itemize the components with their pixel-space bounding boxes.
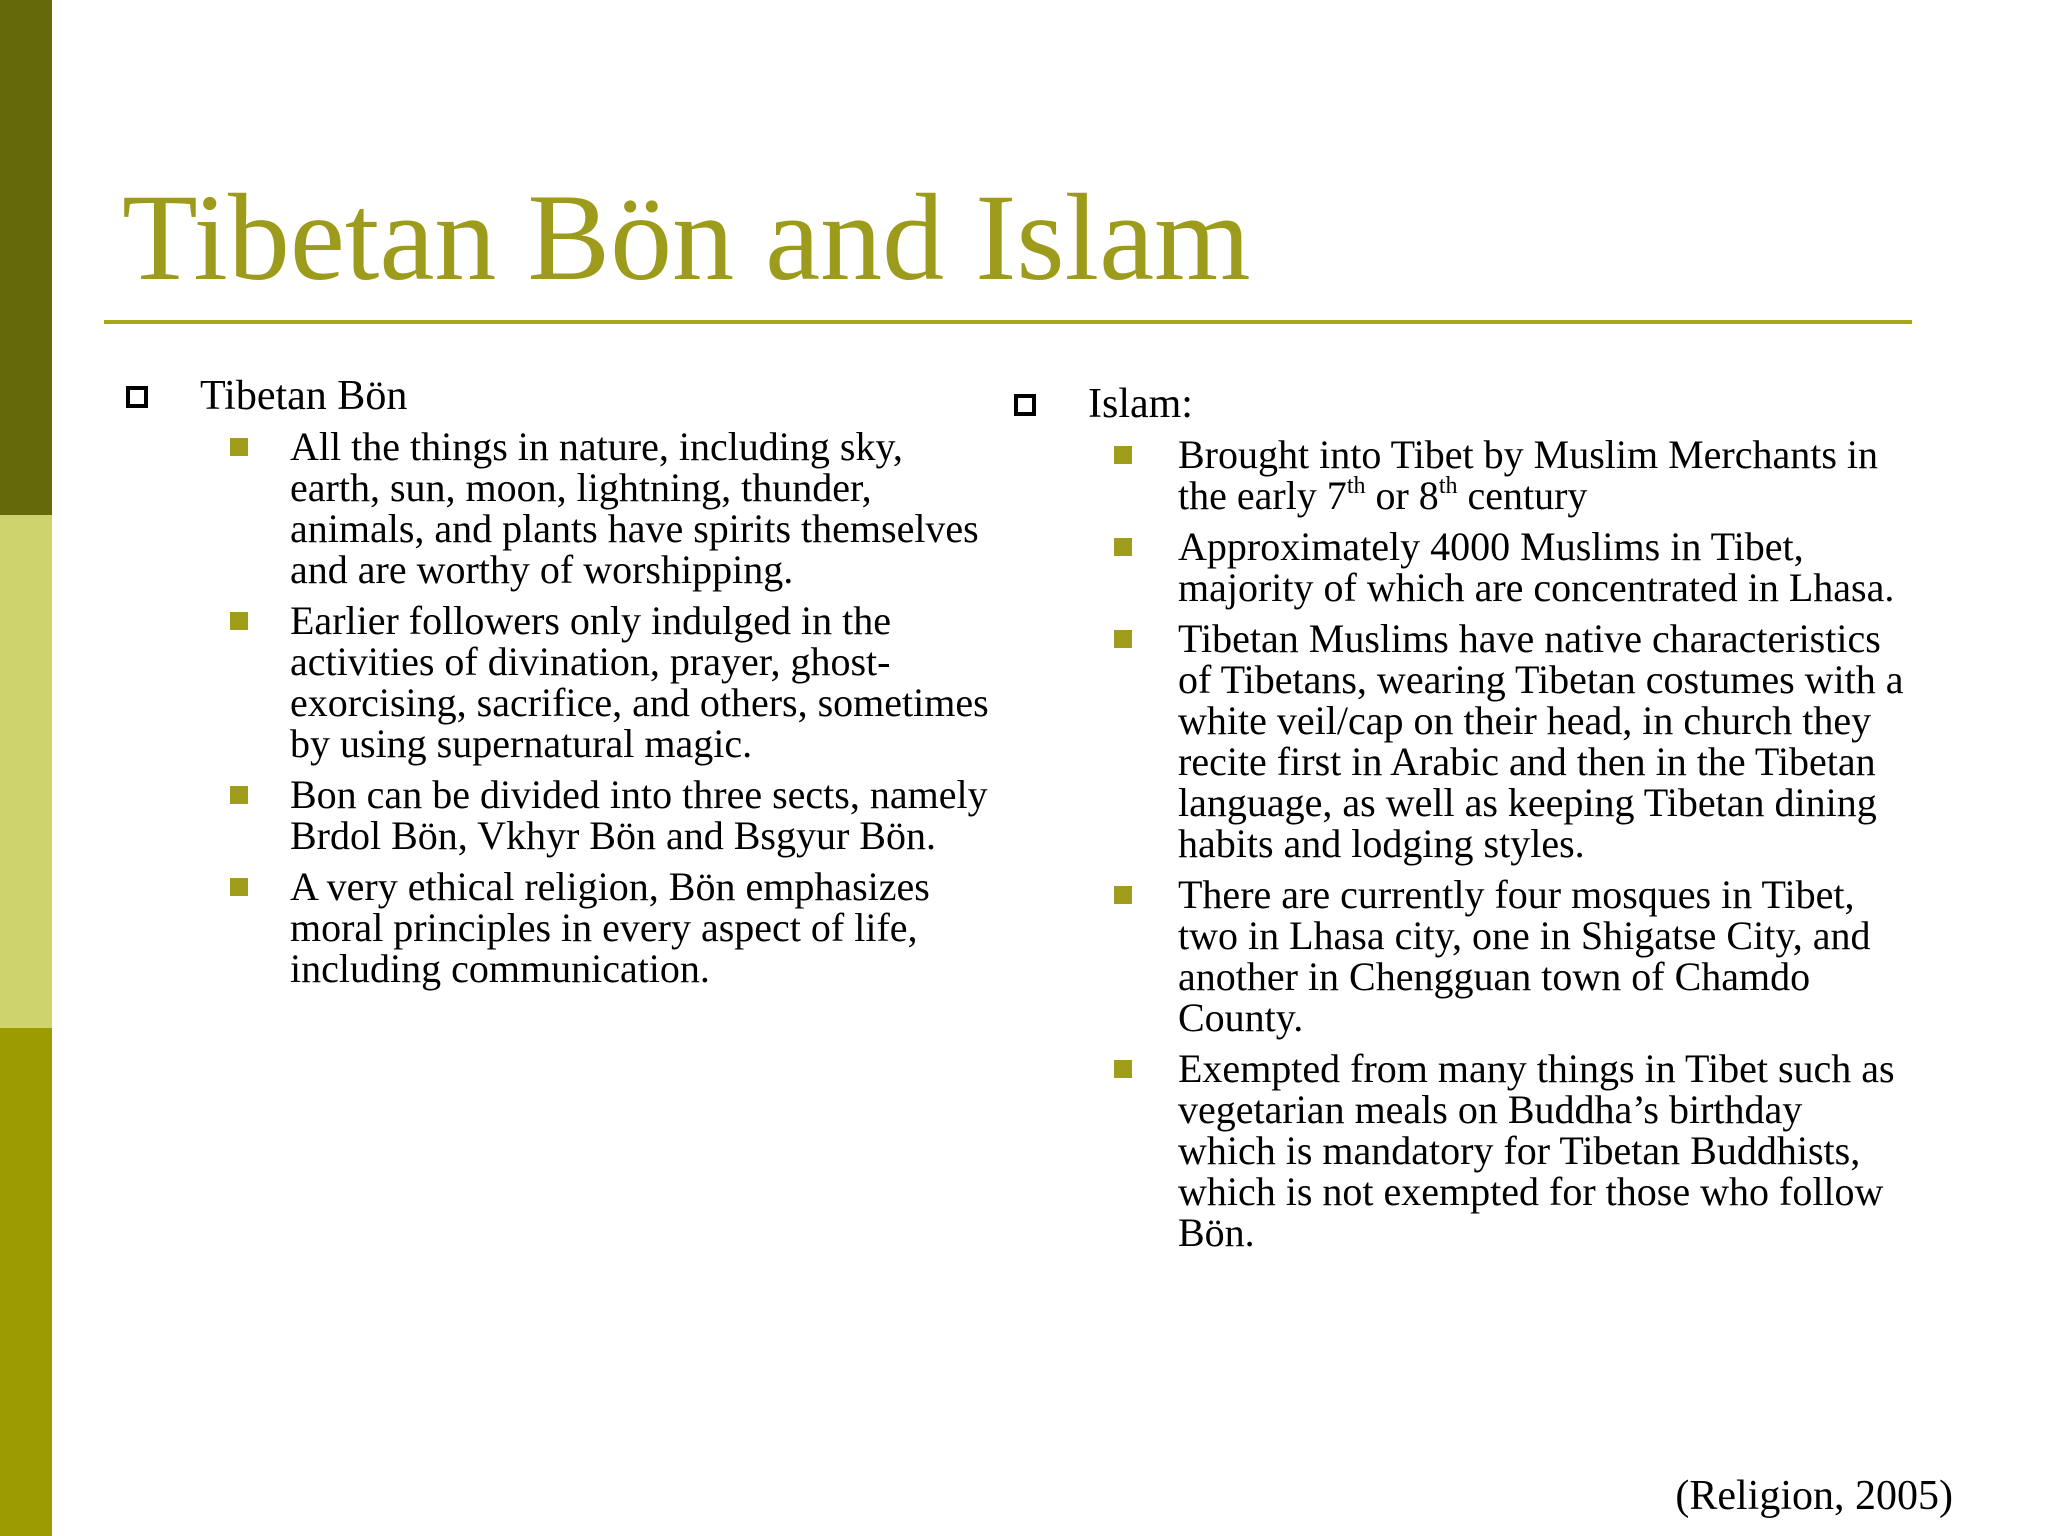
square-bullet-icon [1114, 886, 1132, 904]
list-item-text: A very ethical religion, Bön emphasizes moral principles in every aspect of life, including communication. [290, 864, 930, 991]
list-item [1010, 874, 1910, 1038]
sidebar-accent-dark [0, 0, 52, 515]
text-run: or 8 [1365, 473, 1439, 518]
list-item-text: There are currently four mosques in Tibet, two in Lhasa city, one in Shigatse City, and another in Chengguan town of Chamdo County. [1178, 872, 1871, 1040]
list-item-text: Exempted from many things in Tibet such as vegetarian meals on Buddha’s birthday which is mandatory for Tibetan Buddhists, which is not exempted for those who follow Bön. [1178, 1046, 1895, 1255]
list-item-text: Approximately 4000 Muslims in Tibet, majority of which are concentrated in Lhasa. [1178, 524, 1895, 610]
square-bullet-icon [230, 612, 248, 630]
slide-title: Tibetan Bön and Islam [122, 169, 1251, 306]
sidebar-accent-light [0, 515, 52, 1028]
ordinal-suffix: th [1346, 473, 1366, 499]
list-item [122, 600, 1002, 764]
sidebar-accent-mid [0, 1028, 52, 1536]
hollow-square-bullet-icon [1014, 394, 1036, 416]
list-item-text: All the things in nature, including sky, earth, sun, moon, lightning, thunder, animals, and plants have spirits themselves and are worthy of worshipping. [290, 424, 979, 592]
list-item [1010, 526, 1910, 608]
hollow-square-bullet-icon [126, 386, 148, 408]
list-item-text: Earlier followers only indulged in the activities of divination, prayer, ghost-exorcising, sacrifice, and others, sometimes by using supernatural magic. [290, 598, 989, 766]
square-bullet-icon [1114, 1060, 1132, 1078]
ordinal-suffix: th [1438, 473, 1458, 499]
square-bullet-icon [230, 878, 248, 896]
list-item [122, 426, 1002, 590]
islam-list [1010, 434, 1910, 1253]
square-bullet-icon [1114, 446, 1132, 464]
bon-list [122, 426, 1002, 989]
left-column [122, 372, 1002, 999]
title-divider [104, 320, 1912, 324]
square-bullet-icon [1114, 538, 1132, 556]
list-item [1010, 1048, 1910, 1253]
list-item-text: Bon can be divided into three sects, namely Brdol Bön, Vkhyr Bön and Bsgyur Bön. [290, 772, 988, 858]
bon-heading: Tibetan Bön [200, 373, 408, 419]
square-bullet-icon [230, 438, 248, 456]
right-column [1010, 380, 1910, 1263]
square-bullet-icon [230, 786, 248, 804]
text-run: Brought into Tibet by Muslim Merchants in the early 7 [1178, 432, 1879, 518]
text-run: century [1457, 473, 1588, 518]
list-item [122, 774, 1002, 856]
list-item-text [1178, 432, 1878, 518]
islam-heading: Islam: [1088, 381, 1193, 427]
bon-heading-row [122, 372, 1002, 420]
list-item-text: Tibetan Muslims have native characteristics of Tibetans, wearing Tibetan costumes with a white veil/cap on their head, in church they recite first in Arabic and then in the Tibetan language, as well as keeping Tibetan dining habits and lodging styles. [1178, 616, 1904, 866]
square-bullet-icon [1114, 630, 1132, 648]
list-item [122, 866, 1002, 989]
list-item [1010, 618, 1910, 864]
list-item [1010, 434, 1910, 516]
citation: (Religion, 2005) [1675, 1473, 1953, 1519]
islam-heading-row [1010, 380, 1910, 428]
